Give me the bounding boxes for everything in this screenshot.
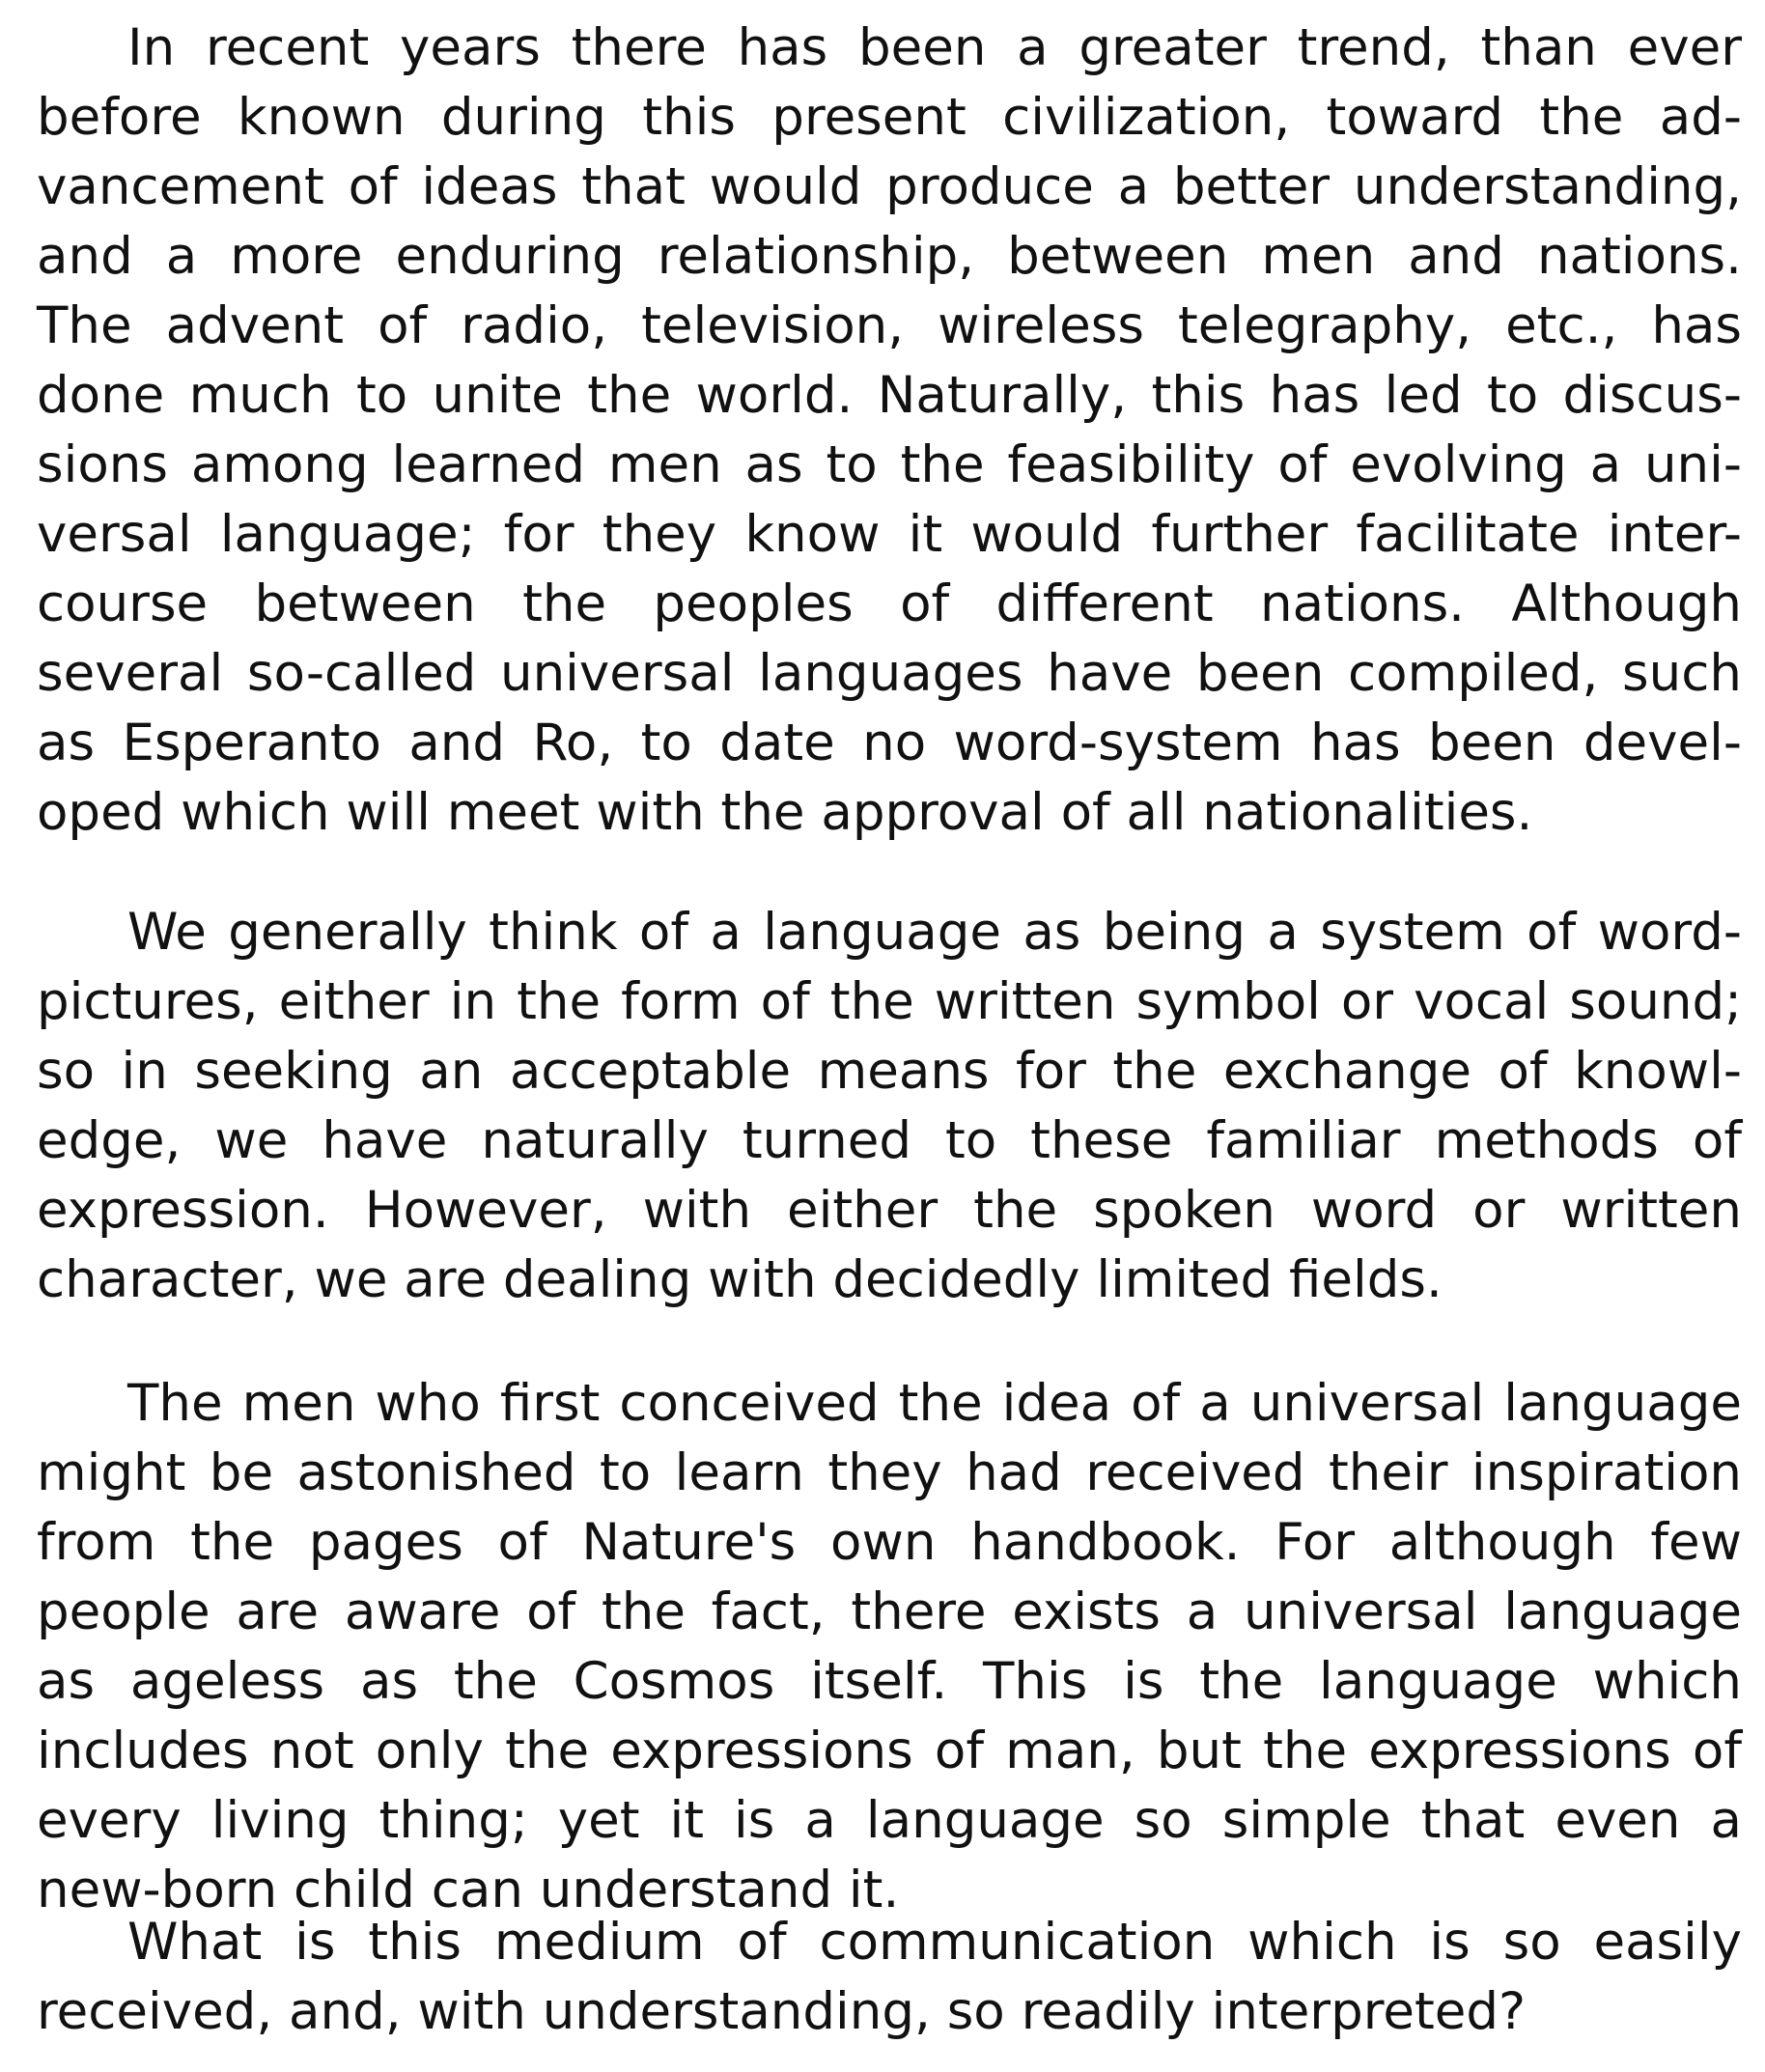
text-line: done much to unite the world. Naturally, this has led to discus-	[37, 366, 1742, 425]
text-line: edge, we have naturally turned to these familiar methods of	[37, 1111, 1742, 1170]
paragraph-3	[37, 1369, 1742, 1925]
paragraph-1	[37, 14, 1742, 848]
text-line: We generally think of a language as being a system of word-	[127, 903, 1742, 962]
text-line: as ageless as the Cosmos itself. This is the language which	[37, 1652, 1742, 1711]
text-line: pictures, either in the form of the written symbol or vocal sound;	[37, 972, 1742, 1031]
text-line: sions among learned men as to the feasibility of evolving a uni-	[37, 435, 1742, 494]
text-line: before known during this present civilization, toward the ad-	[37, 88, 1742, 147]
text-line: people are aware of the fact, there exists a universal language	[37, 1582, 1742, 1641]
text-line: versal language; for they know it would further facilitate inter-	[37, 505, 1742, 564]
text-line: What is this medium of communication which is so easily	[127, 1913, 1742, 1972]
text-line: from the pages of Nature's own handbook. For although few	[37, 1513, 1742, 1572]
text-line: includes not only the expressions of man, but the expressions of	[37, 1722, 1742, 1780]
text-line: The men who first conceived the idea of a universal language	[127, 1374, 1742, 1433]
text-line: character, we are dealing with decidedly limited fields.	[37, 1250, 1443, 1309]
text-line: received, and, with understanding, so readily interpreted?	[37, 1982, 1527, 2041]
text-line: In recent years there has been a greater trend, than ever	[127, 18, 1742, 77]
text-line: course between the peoples of different nations. Although	[37, 574, 1742, 633]
text-line: oped which will meet with the approval of all nationalities.	[37, 783, 1533, 842]
text-line: so in seeking an acceptable means for the exchange of knowl-	[37, 1042, 1742, 1101]
text-line: The advent of radio, television, wireless telegraphy, etc., has	[37, 296, 1742, 355]
text-line: expression. However, with either the spoken word or written	[37, 1181, 1742, 1240]
text-line: as Esperanto and Ro, to date no word-system has been devel-	[37, 714, 1742, 772]
text-line: might be astonished to learn they had received their inspiration	[37, 1443, 1742, 1502]
document-page	[37, 0, 1742, 2072]
text-line: vancement of ideas that would produce a better understanding,	[37, 157, 1742, 216]
paragraph-4	[37, 1908, 1742, 2047]
text-line: new-born child can understand it.	[37, 1861, 900, 1919]
text-line: and a more enduring relationship, between men and nations.	[37, 227, 1742, 286]
text-line: every living thing; yet it is a language so simple that even a	[37, 1791, 1742, 1850]
paragraph-2	[37, 898, 1742, 1315]
text-line: several so-called universal languages have been compiled, such	[37, 644, 1742, 703]
